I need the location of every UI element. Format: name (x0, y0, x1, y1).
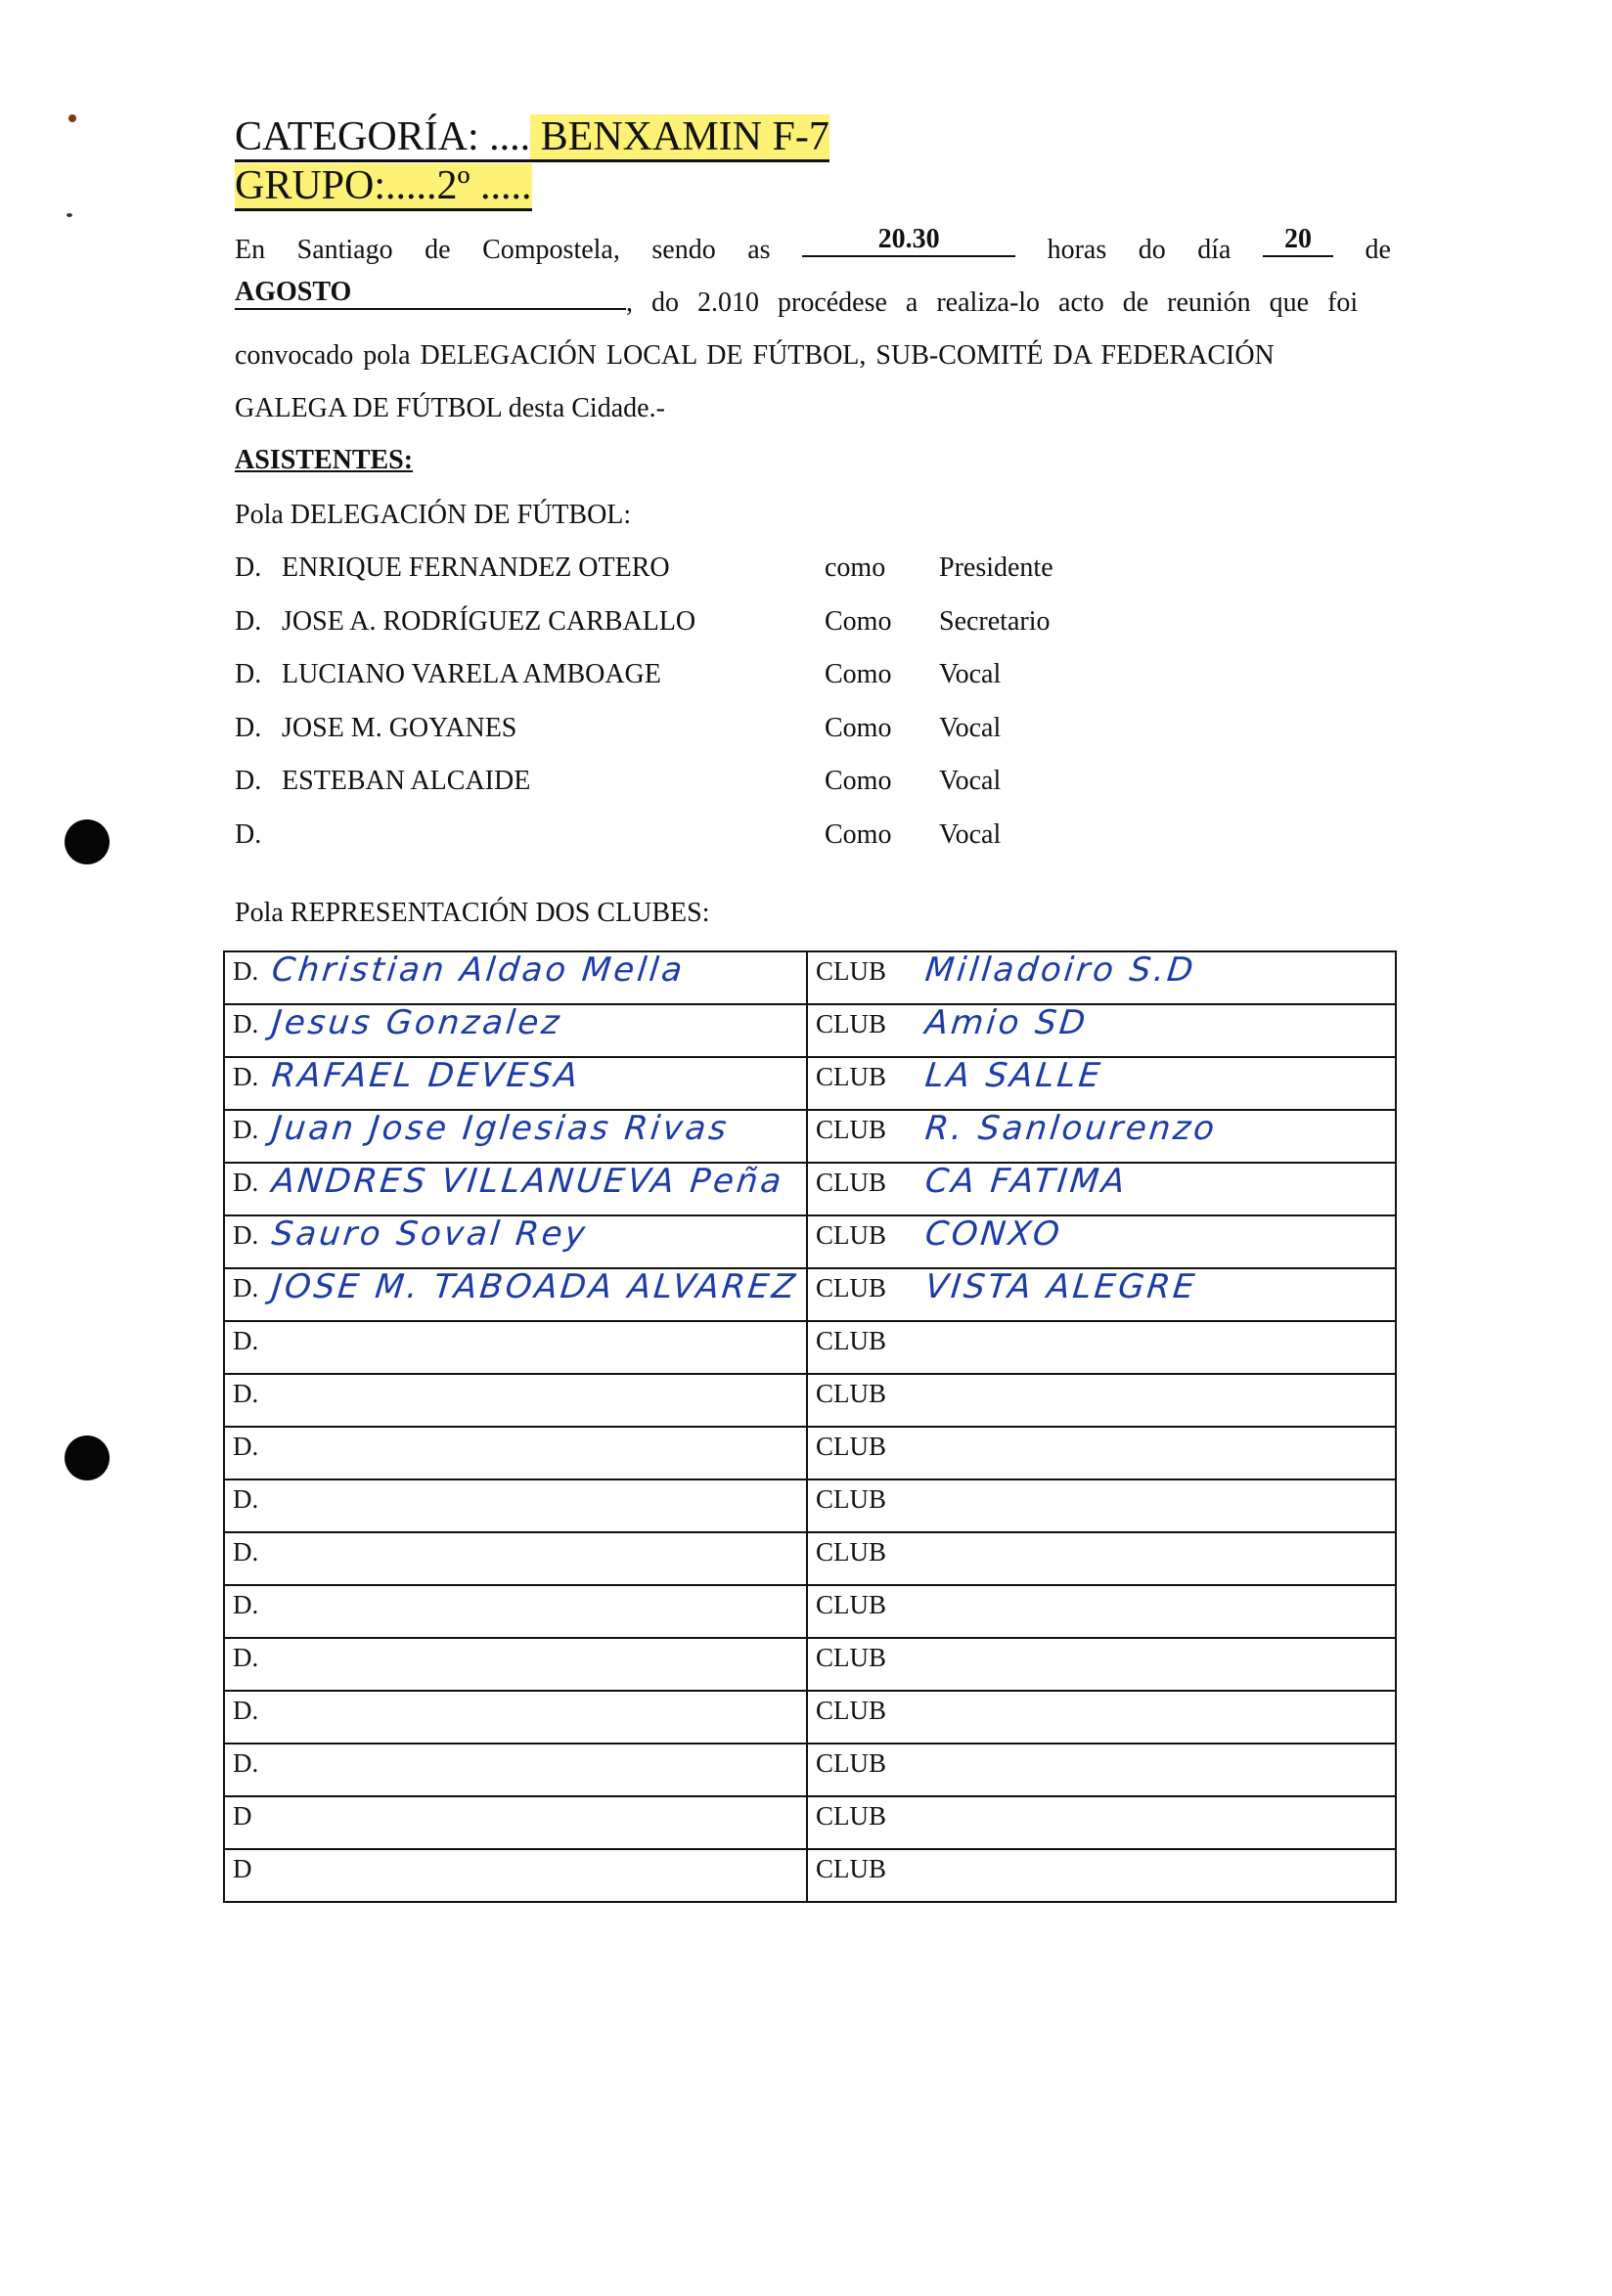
representative-name-handwritten: Juan Jose Iglesias Rivas (269, 1109, 732, 1148)
representative-cell (224, 1321, 807, 1374)
delegation-member-row (235, 606, 1115, 659)
grupo-heading: GRUPO:.....2º ..... (235, 164, 532, 207)
representative-cell (224, 1585, 807, 1638)
club-cell (807, 1638, 1396, 1691)
member-como: Como (825, 712, 892, 743)
club-row (224, 1638, 1396, 1691)
delegacion-label: Pola DELEGACIÓN DE FÚTBOL: (235, 500, 632, 530)
representative-name-handwritten: Jesus Gonzalez (269, 1003, 564, 1042)
representative-cell (224, 1849, 807, 1902)
member-como: Como (825, 819, 892, 850)
member-name: ESTEBAN ALCAIDE (282, 766, 531, 797)
representative-cell (224, 1638, 807, 1691)
club-cell (807, 1163, 1396, 1215)
club-name-handwritten: Amio SD (922, 1003, 1091, 1042)
member-name: LUCIANO VARELA AMBOAGE (282, 659, 661, 690)
member-como: Como (825, 605, 892, 637)
club-label: CLUB (816, 1748, 887, 1778)
representative-cell (224, 951, 807, 1004)
member-name: JOSE M. GOYANES (282, 712, 517, 743)
clubs-table (223, 950, 1397, 1903)
club-cell (807, 1691, 1396, 1744)
representative-cell (224, 1057, 807, 1110)
club-row (224, 1796, 1396, 1849)
row-prefix: D. (233, 956, 259, 986)
representative-cell (224, 1479, 807, 1532)
club-label: CLUB (816, 1168, 887, 1197)
club-name-handwritten: R. Sanlourenzo (922, 1109, 1220, 1148)
club-name-handwritten: VISTA ALEGRE (922, 1267, 1199, 1306)
row-prefix: D. (233, 1062, 259, 1091)
club-label: CLUB (816, 1115, 887, 1144)
club-cell (807, 1849, 1396, 1902)
member-prefix: D. (235, 552, 262, 583)
club-row (224, 1268, 1396, 1321)
row-prefix: D. (233, 1220, 259, 1250)
scan-speck (68, 114, 76, 122)
categoria-value: BENXAMIN F-7 (530, 114, 829, 159)
representative-name-handwritten: Sauro Soval Rey (269, 1214, 590, 1254)
club-row (224, 1532, 1396, 1585)
row-prefix: D. (233, 1115, 259, 1144)
clubs-label: Pola REPRESENTACIÓN DOS CLUBES: (235, 898, 710, 928)
club-label: CLUB (816, 1062, 887, 1091)
representative-name-handwritten: ANDRES VILLANUEVA Peña (269, 1162, 786, 1201)
club-row (224, 1585, 1396, 1638)
row-prefix: D. (233, 1696, 259, 1725)
club-cell (807, 1479, 1396, 1532)
hora-field: 20.30 (802, 224, 1015, 257)
row-prefix: D. (233, 1590, 259, 1619)
punch-hole-bottom (65, 1435, 110, 1480)
row-prefix: D. (233, 1326, 259, 1355)
club-cell (807, 1532, 1396, 1585)
member-prefix: D. (235, 819, 262, 850)
row-prefix: D. (233, 1432, 259, 1461)
member-name: ENRIQUE FERNANDEZ OTERO (282, 552, 670, 583)
club-row (224, 1849, 1396, 1902)
club-row (224, 1163, 1396, 1215)
member-como: Como (825, 659, 892, 690)
club-name-handwritten: CONXO (922, 1214, 1064, 1254)
row-prefix: D (233, 1854, 252, 1883)
delegation-member-row (235, 819, 1115, 872)
row-prefix: D. (233, 1748, 259, 1778)
member-prefix: D. (235, 766, 262, 797)
club-cell (807, 1321, 1396, 1374)
club-row (224, 1321, 1396, 1374)
representative-cell (224, 1004, 807, 1057)
dia-field: 20 (1263, 224, 1333, 257)
club-label: CLUB (816, 1484, 887, 1514)
club-cell (807, 1744, 1396, 1796)
row-prefix: D. (233, 1168, 259, 1197)
club-label: CLUB (816, 1009, 887, 1038)
representative-name-handwritten: RAFAEL DEVESA (269, 1056, 583, 1095)
mes-field: AGOSTO (235, 277, 626, 310)
club-cell (807, 1585, 1396, 1638)
club-cell (807, 951, 1396, 1004)
delegation-member-row (235, 659, 1115, 712)
delegation-member-row (235, 713, 1115, 766)
intro-line-4: GALEGA DE FÚTBOL desta Cidade.- (235, 393, 665, 423)
member-prefix: D. (235, 659, 262, 690)
representative-cell (224, 1744, 807, 1796)
club-name-handwritten: LA SALLE (922, 1056, 1105, 1095)
club-label: CLUB (816, 1696, 887, 1725)
club-label: CLUB (816, 1537, 887, 1567)
member-como: Como (825, 766, 892, 797)
member-role: Vocal (939, 712, 1002, 743)
representative-cell (224, 1163, 807, 1215)
club-cell (807, 1796, 1396, 1849)
representative-cell (224, 1374, 807, 1427)
club-cell (807, 1374, 1396, 1427)
club-row (224, 1215, 1396, 1268)
member-prefix: D. (235, 605, 262, 637)
row-prefix: D. (233, 1009, 259, 1038)
intro-line-2: AGOSTO , do 2.010 procédese a realiza-lo acto de reunión que foi (235, 277, 1359, 318)
asistentes-heading: ASISTENTES: (235, 445, 414, 475)
club-row (224, 1110, 1396, 1163)
representative-cell (224, 1110, 807, 1163)
club-row (224, 1004, 1396, 1057)
row-prefix: D. (233, 1643, 259, 1672)
representative-name-handwritten: Christian Aldao Mella (269, 950, 688, 990)
club-row (224, 1057, 1396, 1110)
club-label: CLUB (816, 1854, 887, 1883)
scan-speck (67, 213, 72, 217)
club-row (224, 1427, 1396, 1479)
representative-cell (224, 1796, 807, 1849)
club-row (224, 951, 1396, 1004)
member-como: como (825, 552, 886, 583)
club-row (224, 1479, 1396, 1532)
club-label: CLUB (816, 1220, 887, 1250)
delegation-member-row (235, 766, 1115, 818)
intro-line-1: En Santiago de Compostela, sendo as 20.30 horas do día 20 de (235, 224, 1391, 265)
representative-cell (224, 1268, 807, 1321)
member-role: Secretario (939, 605, 1051, 637)
club-cell (807, 1215, 1396, 1268)
club-cell (807, 1110, 1396, 1163)
club-cell (807, 1057, 1396, 1110)
club-label: CLUB (816, 1801, 887, 1831)
member-role: Presidente (939, 552, 1053, 583)
member-role: Vocal (939, 766, 1002, 797)
intro-paragraph (235, 224, 1391, 435)
club-name-handwritten: Milladoiro S.D (922, 950, 1198, 990)
punch-hole-top (65, 819, 110, 864)
club-label: CLUB (816, 1379, 887, 1408)
club-row (224, 1691, 1396, 1744)
row-prefix: D. (233, 1273, 259, 1303)
member-name: JOSE A. RODRÍGUEZ CARBALLO (282, 605, 696, 637)
row-prefix: D. (233, 1379, 259, 1408)
representative-cell (224, 1532, 807, 1585)
club-row (224, 1744, 1396, 1796)
representative-cell (224, 1691, 807, 1744)
club-label: CLUB (816, 1432, 887, 1461)
representative-cell (224, 1427, 807, 1479)
row-prefix: D. (233, 1537, 259, 1567)
row-prefix: D (233, 1801, 252, 1831)
club-label: CLUB (816, 1643, 887, 1672)
club-name-handwritten: CA FATIMA (922, 1162, 1130, 1201)
club-row (224, 1374, 1396, 1427)
member-role: Vocal (939, 659, 1002, 690)
delegation-member-row (235, 552, 1115, 605)
row-prefix: D. (233, 1484, 259, 1514)
representative-cell (224, 1215, 807, 1268)
club-label: CLUB (816, 1590, 887, 1619)
club-cell (807, 1427, 1396, 1479)
club-label: CLUB (816, 1273, 887, 1303)
club-cell (807, 1004, 1396, 1057)
intro-line-3: convocado pola DELEGACIÓN LOCAL DE FÚTBOL, SUB-COMITÉ DA FEDERACIÓN (235, 340, 1275, 371)
club-label: CLUB (816, 956, 887, 986)
categoria-heading: CATEGORÍA: .... BENXAMIN F-7 (235, 115, 829, 158)
club-label: CLUB (816, 1326, 887, 1355)
representative-name-handwritten: JOSE M. TABOADA ALVAREZ (269, 1267, 800, 1306)
member-prefix: D. (235, 712, 262, 743)
member-role: Vocal (939, 819, 1002, 850)
club-cell (807, 1268, 1396, 1321)
